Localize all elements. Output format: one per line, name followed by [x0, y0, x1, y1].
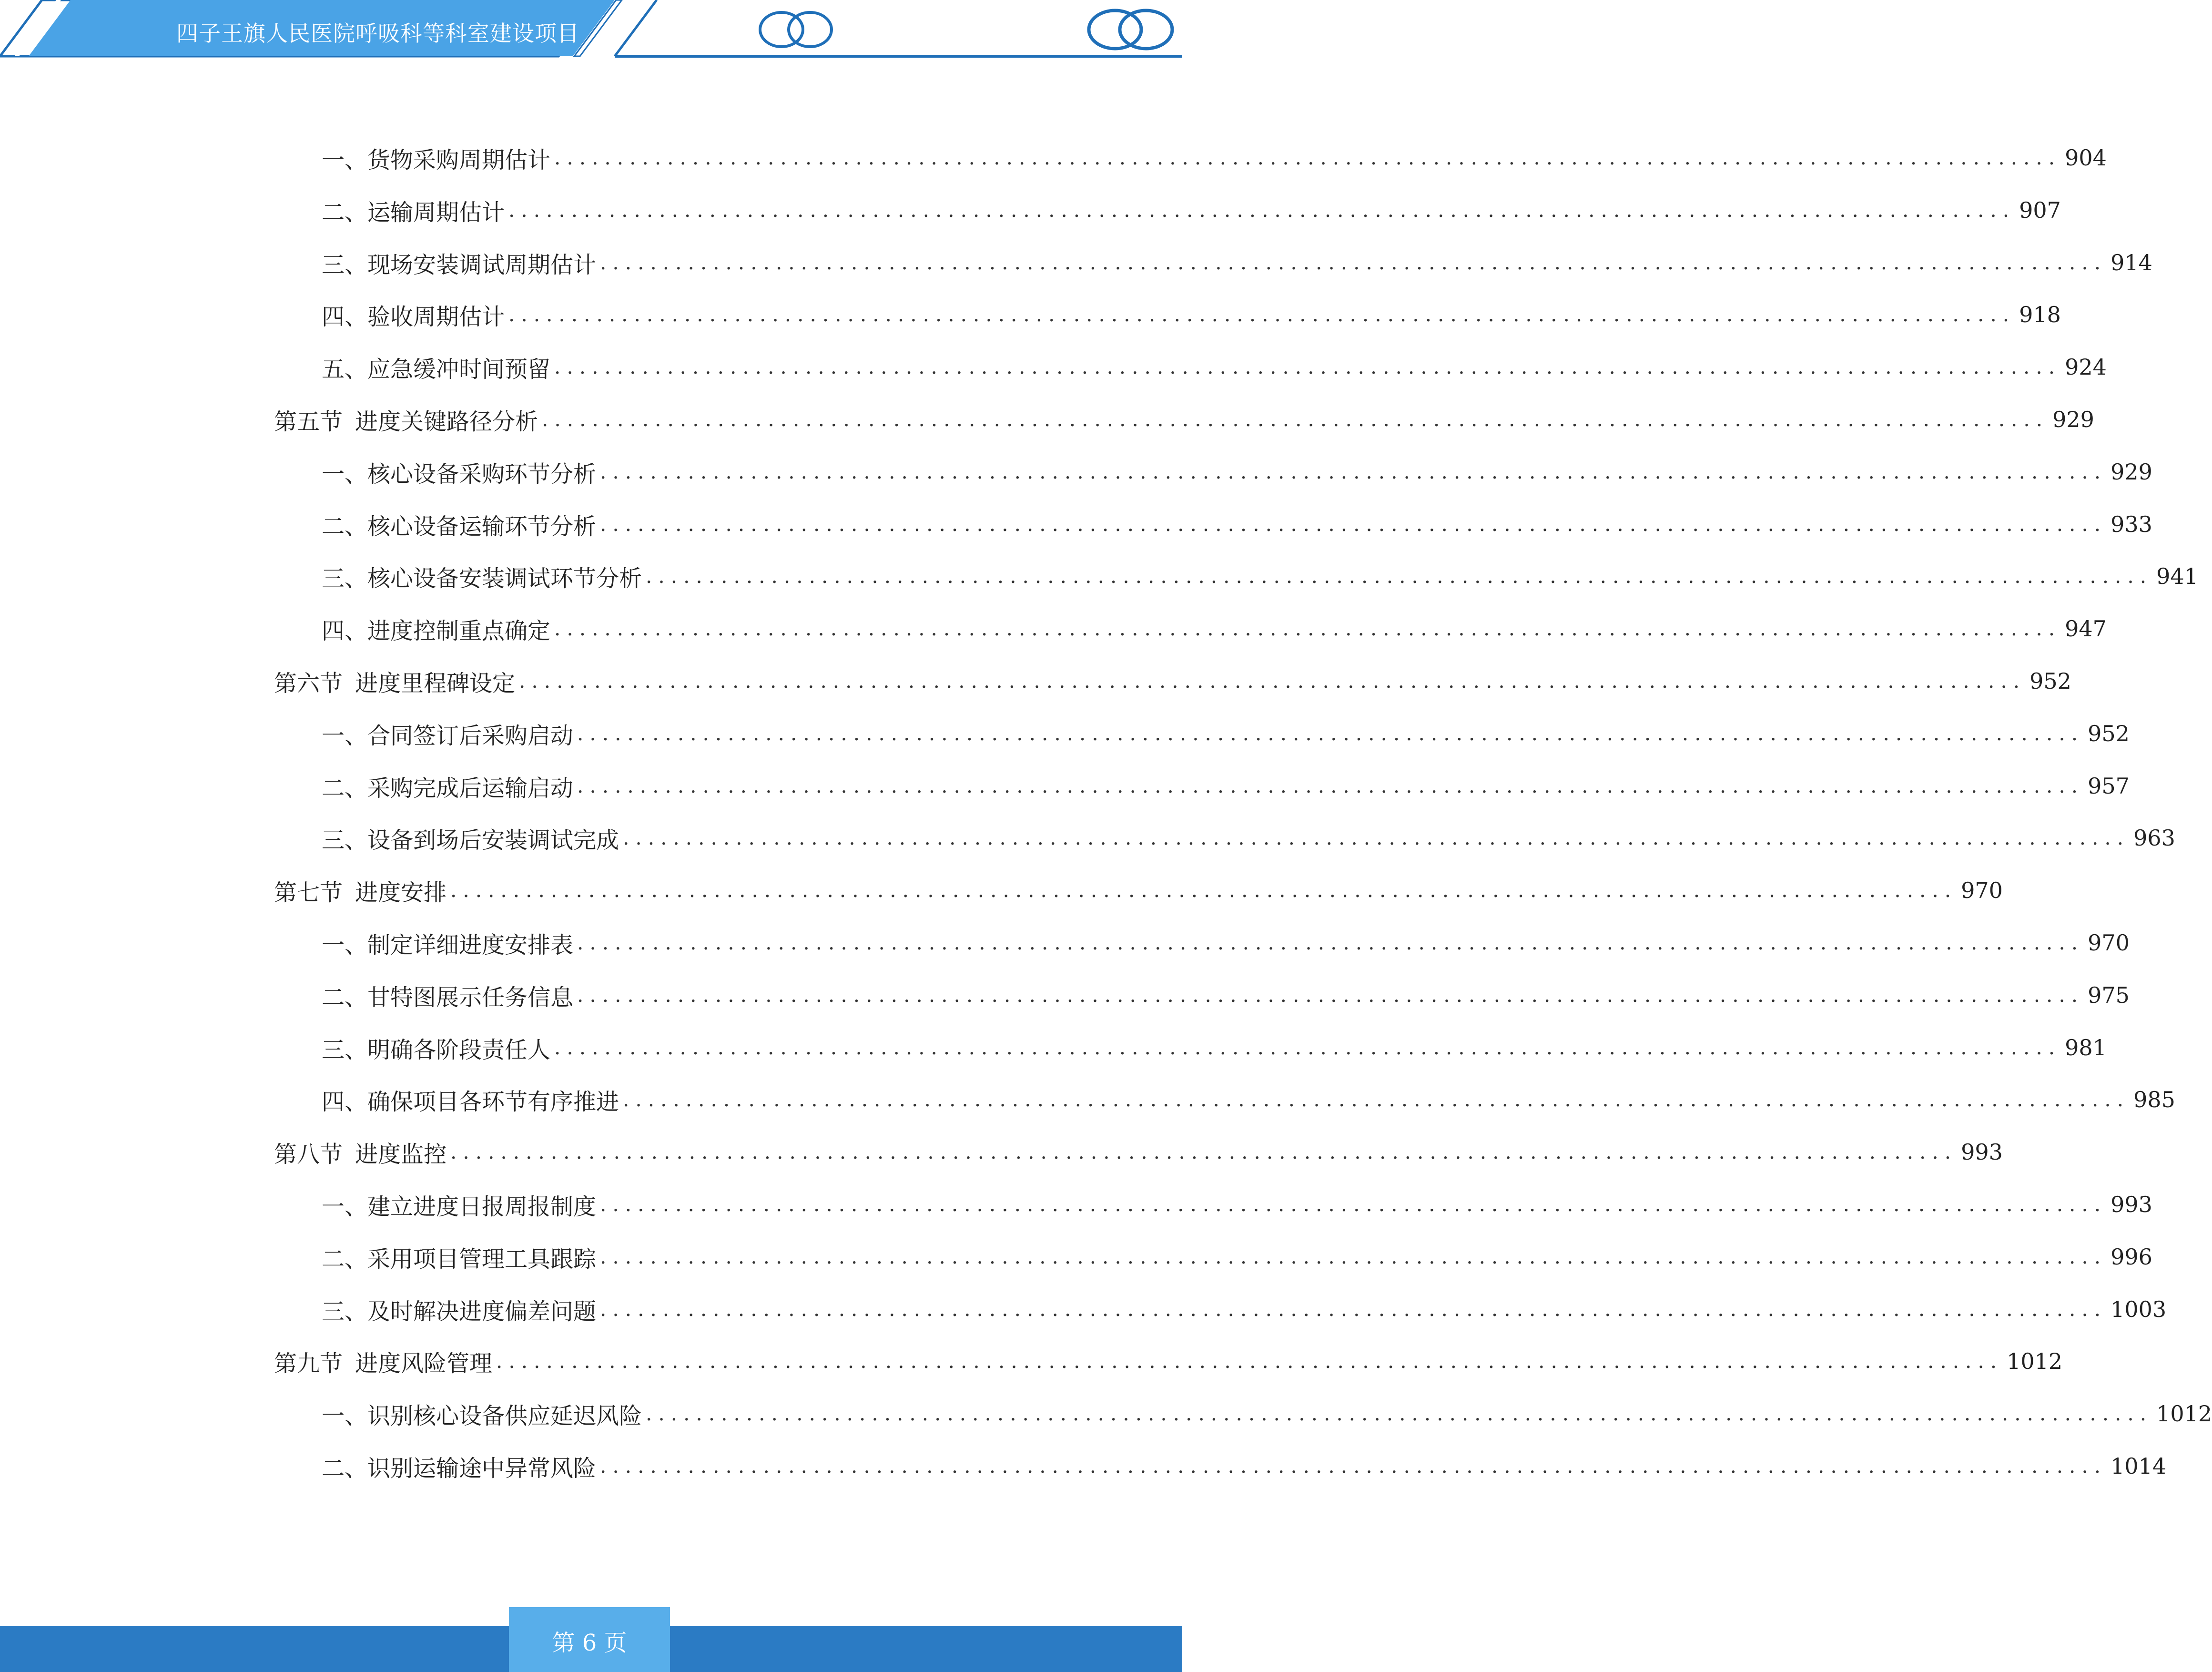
toc-entry-page: 933 — [2111, 511, 2152, 537]
toc-entry-title: 货物采购周期估计 — [367, 146, 551, 173]
toc-entry-number: 一、 — [322, 1402, 368, 1429]
toc-entry-title: 核心设备安装调试环节分析 — [367, 565, 642, 592]
toc-entry-title: 合同签订后采购启动 — [367, 722, 574, 749]
logo-rings-icon-small — [760, 12, 832, 47]
toc-entry[interactable] — [322, 1397, 2212, 1430]
toc-dot-leader: ........................................................................................................................ — [600, 1245, 2107, 1268]
toc-entry-number: 三、 — [322, 1036, 368, 1063]
toc-dot-leader: ........................................................................................................................ — [496, 1349, 2003, 1373]
toc-entry-page: 914 — [2111, 250, 2152, 275]
toc-section-entry[interactable] — [274, 1135, 2003, 1169]
toc-dot-leader: ........................................................................................................................ — [554, 355, 2061, 378]
logo-rings-icon — [1089, 10, 1172, 49]
toc-dot-leader: ........................................................................................................................ — [600, 1297, 2107, 1321]
toc-entry-title: 应急缓冲时间预留 — [367, 356, 551, 383]
toc-dot-leader: ........................................................................................................................ — [577, 983, 2084, 1007]
toc-entry-page: 947 — [2065, 616, 2107, 642]
toc-entry-number: 五、 — [322, 356, 368, 383]
toc-entry-number: 二、 — [322, 1245, 368, 1273]
toc-entry-number: 三、 — [322, 565, 368, 592]
toc-dot-leader: ........................................................................................................................ — [577, 722, 2084, 745]
toc-entry-page: 975 — [2088, 982, 2130, 1008]
toc-entry-title: 采用项目管理工具跟踪 — [367, 1245, 597, 1273]
toc-entry[interactable] — [322, 1031, 2107, 1064]
toc-entry-page: 929 — [2052, 407, 2094, 432]
toc-dot-leader: ........................................................................................................................ — [600, 1193, 2107, 1216]
toc-entry[interactable] — [322, 979, 2130, 1012]
toc-entry[interactable] — [322, 508, 2152, 541]
toc-section-entry[interactable] — [274, 403, 2094, 436]
toc-entry-number: 三、 — [322, 1298, 368, 1325]
toc-entry-page: 985 — [2133, 1087, 2175, 1112]
toc-dot-leader: ........................................................................................................................ — [554, 617, 2061, 640]
toc-entry-page: 1012 — [2007, 1348, 2063, 1374]
toc-entry-number: 一、 — [322, 1193, 368, 1220]
toc-entry-page: 952 — [2029, 668, 2071, 694]
toc-entry-page: 963 — [2133, 825, 2175, 851]
toc-entry[interactable] — [322, 1083, 2175, 1116]
toc-dot-leader: ........................................................................................................................ — [542, 408, 2049, 431]
toc-entry-page: 1012 — [2156, 1401, 2212, 1427]
toc-entry[interactable] — [322, 350, 2107, 384]
toc-entry-title: 进度安排 — [355, 879, 447, 906]
toc-entry-title: 识别核心设备供应延迟风险 — [367, 1402, 642, 1429]
page-header — [0, 0, 1182, 62]
toc-dot-leader: ........................................................................................................................ — [554, 146, 2061, 169]
toc-entry-title: 进度控制重点确定 — [367, 617, 551, 644]
toc-entry-number: 一、 — [322, 722, 368, 749]
toc-entry[interactable] — [322, 769, 2130, 803]
toc-dot-leader: ........................................................................................................................ — [600, 460, 2107, 483]
toc-entry[interactable] — [322, 1293, 2167, 1326]
toc-dot-leader: ........................................................................................................................ — [646, 1402, 2153, 1425]
toc-dot-leader: ........................................................................................................................ — [519, 669, 2026, 693]
toc-entry-page: 996 — [2111, 1244, 2152, 1270]
toc-entry-number: 三、 — [322, 251, 368, 278]
toc-entry-number: 二、 — [322, 1455, 368, 1482]
toc-entry-number: 四、 — [322, 1088, 368, 1115]
toc-dot-leader: ........................................................................................................................ — [450, 1140, 1958, 1163]
toc-entry[interactable] — [322, 455, 2152, 489]
toc-entry-page: 952 — [2088, 721, 2130, 746]
toc-entry-page: 970 — [2088, 930, 2130, 956]
toc-entry-page: 993 — [1961, 1139, 2003, 1165]
toc-section-entry[interactable] — [274, 1345, 2063, 1378]
toc-entry-number: 二、 — [322, 199, 368, 226]
toc-dot-leader: ........................................................................................................................ — [623, 826, 2130, 849]
toc-entry-title: 核心设备采购环节分析 — [367, 460, 597, 488]
toc-entry-page: 907 — [2019, 197, 2061, 223]
toc-entry[interactable] — [322, 717, 2130, 750]
toc-entry[interactable] — [322, 194, 2061, 227]
toc-entry[interactable] — [322, 1188, 2152, 1221]
toc-entry[interactable] — [322, 612, 2107, 645]
toc-entry-title: 核心设备运输环节分析 — [367, 513, 597, 540]
toc-entry-title: 验收周期估计 — [367, 303, 505, 330]
toc-entry-title: 建立进度日报周报制度 — [367, 1193, 597, 1220]
toc-entry-title: 现场安装调试周期估计 — [367, 251, 597, 278]
toc-entry-number: 一、 — [322, 460, 368, 488]
toc-entry-title: 采购完成后运输启动 — [367, 775, 574, 802]
toc-entry-title: 甘特图展示任务信息 — [367, 984, 574, 1011]
toc-entry-page: 957 — [2088, 773, 2130, 799]
toc-entry-number: 第七节 — [274, 879, 343, 906]
toc-entry-title: 设备到场后安装调试完成 — [367, 826, 619, 854]
toc-entry-title: 进度里程碑设定 — [355, 670, 516, 697]
toc-entry-number: 第八节 — [274, 1141, 343, 1168]
toc-entry-number: 第九节 — [274, 1350, 343, 1377]
toc-entry-number: 二、 — [322, 775, 368, 802]
toc-dot-leader: ........................................................................................................................ — [450, 878, 1958, 902]
toc-dot-leader: ........................................................................................................................ — [577, 774, 2084, 797]
toc-entry[interactable] — [322, 560, 2198, 593]
toc-entry-title: 进度监控 — [355, 1141, 447, 1168]
toc-entry-page: 993 — [2111, 1192, 2152, 1217]
toc-dot-leader: ........................................................................................................................ — [554, 1036, 2061, 1059]
toc-entry-number: 二、 — [322, 513, 368, 540]
toc-entry-title: 进度关键路径分析 — [355, 408, 538, 435]
toc-entry-page: 918 — [2019, 302, 2061, 327]
toc-entry-title: 运输周期估计 — [367, 199, 505, 226]
toc-entry-page: 929 — [2111, 459, 2152, 485]
toc-entry[interactable] — [322, 298, 2061, 331]
toc-dot-leader: ........................................................................................................................ — [600, 1454, 2107, 1478]
toc-entry-title: 进度风险管理 — [355, 1350, 493, 1377]
toc-entry-page: 1014 — [2111, 1453, 2167, 1479]
toc-entry-page: 1003 — [2111, 1296, 2167, 1322]
page-number: 第 6 页 — [552, 1630, 627, 1656]
toc-entry-title: 及时解决进度偏差问题 — [367, 1298, 597, 1325]
toc-entry-title: 制定详细进度安排表 — [367, 931, 574, 958]
toc-entry-number: 第六节 — [274, 670, 343, 697]
toc-entry-title: 识别运输途中异常风险 — [367, 1455, 597, 1482]
header-title: 四子王旗人民医院呼吸科等科室建设项目 — [176, 20, 579, 46]
toc-entry-page: 904 — [2065, 145, 2107, 171]
toc-entry-number: 第五节 — [274, 408, 343, 435]
toc-dot-leader: ........................................................................................................................ — [600, 512, 2107, 536]
toc-section-entry[interactable] — [274, 664, 2071, 698]
toc-entry-number: 一、 — [322, 146, 368, 173]
toc-entry[interactable] — [322, 926, 2130, 959]
toc-entry-number: 三、 — [322, 826, 368, 854]
toc-section-entry[interactable] — [274, 874, 2003, 907]
toc-entry[interactable] — [322, 821, 2175, 855]
toc-dot-leader: ........................................................................................................................ — [508, 303, 2016, 326]
toc-entry-number: 二、 — [322, 984, 368, 1011]
toc-entry-page: 924 — [2065, 354, 2107, 380]
toc-entry[interactable] — [322, 246, 2152, 279]
toc-entry-number: 四、 — [322, 617, 368, 644]
toc-entry-number: 四、 — [322, 303, 368, 330]
toc-entry[interactable] — [322, 141, 2107, 174]
toc-entry[interactable] — [322, 1449, 2167, 1483]
toc-entry-number: 一、 — [322, 931, 368, 958]
toc-dot-leader: ........................................................................................................................ — [600, 251, 2107, 274]
toc-dot-leader: ........................................................................................................................ — [577, 931, 2084, 954]
toc-entry[interactable] — [322, 1240, 2152, 1274]
toc-dot-leader: ........................................................................................................................ — [508, 198, 2016, 222]
toc-entry-title: 确保项目各环节有序推进 — [367, 1088, 619, 1115]
toc-entry-title: 明确各阶段责任人 — [367, 1036, 551, 1063]
toc-entry-page: 970 — [1961, 877, 2003, 903]
toc-dot-leader: ........................................................................................................................ — [623, 1088, 2130, 1111]
toc-entry-page: 941 — [2156, 563, 2198, 589]
toc-entry-page: 981 — [2065, 1035, 2107, 1060]
toc-dot-leader: ........................................................................................................................ — [646, 564, 2153, 588]
